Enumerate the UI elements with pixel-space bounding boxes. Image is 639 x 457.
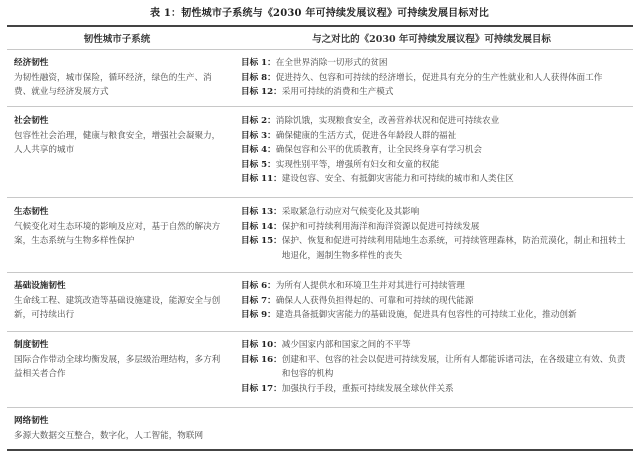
goal-label: 目标 14：: [241, 221, 282, 232]
goal-item: [241, 308, 633, 323]
goal-text: 为所有人提供水和环境卫生并对其进行可持续管理: [275, 281, 465, 291]
goal-text: 采取紧急行动应对气候变化及其影响: [281, 207, 420, 217]
goals-cell: [241, 279, 633, 323]
goal-label: 目标 3：: [241, 130, 276, 141]
subsystem-desc: 国际合作带动全球均衡发展，多层级治理结构，多方利益相关者合作: [14, 354, 221, 379]
row-rule: [7, 407, 633, 408]
goal-label: 目标 4：: [241, 145, 276, 155]
goal-item: [241, 85, 633, 100]
header-left: 韧性城市子系统: [83, 34, 151, 45]
goal-item: [241, 56, 633, 71]
header-right: 与之对比的《2030 年可持续发展议程》可持续发展目标: [312, 34, 551, 45]
goal-label: 目标 13：: [241, 207, 282, 217]
goal-label: 目标 17：: [241, 383, 282, 394]
goal-item: [241, 279, 633, 294]
goal-label: 目标 6：: [241, 281, 276, 291]
goal-text: 保护、恢复和促进可持续利用陆地生态系统，可持续管理森林，防治荒漠化，制止和扭转土地退化，遏制生物多样性的丧失: [281, 236, 626, 261]
row-rule: [7, 197, 633, 198]
table-bottom-rule: [7, 449, 633, 451]
goals-cell: [241, 56, 633, 100]
row-rule: [7, 331, 633, 332]
goal-item: [241, 158, 633, 173]
goal-label: 目标 15：: [241, 236, 282, 246]
subsystem-desc: 生命线工程、建筑改造等基础设施建设，能源安全与创新，可持续出行: [14, 295, 221, 320]
goal-label: 目标 7：: [241, 295, 276, 306]
subsystem-cell: [14, 414, 226, 443]
subsystem-title: 经济韧性: [14, 58, 49, 68]
goal-text: 促进持久、包容和可持续的经济增长，促进具有充分的生产性就业和人人获得体面工作: [275, 72, 603, 83]
row-rule: [7, 272, 633, 273]
row-rule: [7, 106, 633, 107]
subsystem-title: 社会韧性: [14, 116, 49, 126]
goal-item: [241, 129, 633, 144]
goal-label: 目标 5：: [241, 159, 276, 170]
goal-text: 确保健康的生活方式，促进各年龄段人群的福祉: [275, 130, 457, 141]
subsystem-cell: [14, 279, 226, 323]
goal-label: 目标 10：: [241, 340, 282, 350]
goal-text: 减少国家内部和国家之间的不平等: [281, 340, 411, 350]
goal-label: 目标 11：: [241, 174, 282, 184]
goal-item: [241, 353, 633, 382]
subsystem-cell: [14, 205, 226, 249]
goal-item: [241, 338, 633, 353]
goal-text: 建设包容、安全、有抵御灾害能力和可持续的城市和人类住区: [281, 174, 514, 184]
header-rule: [7, 49, 633, 50]
goal-text: 确保包容和公平的优质教育，让全民终身享有学习机会: [275, 145, 483, 155]
subsystem-cell: [14, 114, 226, 158]
goal-label: 目标 16：: [241, 354, 282, 365]
goal-text: 在全世界消除一切形式的贫困: [275, 58, 388, 68]
subsystem-desc: 多源大数据交互整合，数字化，人工智能，物联网: [14, 430, 204, 441]
subsystem-desc: 气候变化对生态环境的影响及应对，基于自然的解决方案，生态系统与生物多样性保护: [14, 221, 221, 246]
subsystem-title: 网络韧性: [14, 416, 49, 426]
goal-item: [241, 71, 633, 86]
goal-label: 目标 12：: [241, 87, 282, 97]
goal-item: [241, 143, 633, 158]
goal-text: 采用可持续的消费和生产模式: [281, 87, 394, 97]
goal-label: 目标 9：: [241, 310, 276, 320]
subsystem-cell: [14, 338, 226, 382]
goal-item: [241, 114, 633, 129]
goal-text: 确保人人获得负担得起的、可靠和可持续的现代能源: [275, 295, 474, 306]
goal-item: [241, 205, 633, 220]
subsystem-title: 生态韧性: [14, 207, 49, 217]
goal-label: 目标 1：: [241, 58, 276, 68]
goal-item: [241, 234, 633, 263]
goal-text: 加强执行手段，重振可持续发展全球伙伴关系: [281, 383, 454, 394]
goal-item: [241, 220, 633, 235]
goals-cell: [241, 114, 633, 187]
subsystem-title: 基础设施韧性: [14, 281, 66, 291]
goal-item: [241, 382, 633, 397]
goals-cell: [241, 338, 633, 396]
goal-label: 目标 2：: [241, 116, 276, 126]
goals-cell: [241, 205, 633, 263]
subsystem-desc: 为韧性融资，城市保险，循环经济，绿色的生产、消费、就业与经济发展方式: [14, 72, 212, 97]
subsystem-cell: [14, 56, 226, 100]
table-top-rule: [7, 25, 633, 27]
goal-text: 建造具备抵御灾害能力的基础设施，促进具有包容性的可持续工业化，推动创新: [275, 310, 577, 320]
table-caption: 表 1：韧性城市子系统与《2030 年可持续发展议程》可持续发展目标对比: [150, 8, 489, 19]
goal-item: [241, 294, 633, 309]
goal-text: 创建和平、包容的社会以促进可持续发展，让所有人都能诉诸司法，在各级建立有效、负责和包容的机构: [281, 354, 626, 379]
subsystem-title: 制度韧性: [14, 340, 49, 350]
goal-item: [241, 172, 633, 187]
goal-text: 实现性别平等，增强所有妇女和女童的权能: [275, 159, 440, 170]
goal-text: 消除饥饿，实现粮食安全，改善营养状况和促进可持续农业: [275, 116, 500, 126]
goal-text: 保护和可持续利用海洋和海洋资源以促进可持续发展: [281, 221, 480, 232]
subsystem-desc: 包容性社会治理，健康与粮食安全，增强社会凝聚力，人人共享的城市: [14, 130, 221, 155]
goal-label: 目标 8：: [241, 72, 276, 83]
